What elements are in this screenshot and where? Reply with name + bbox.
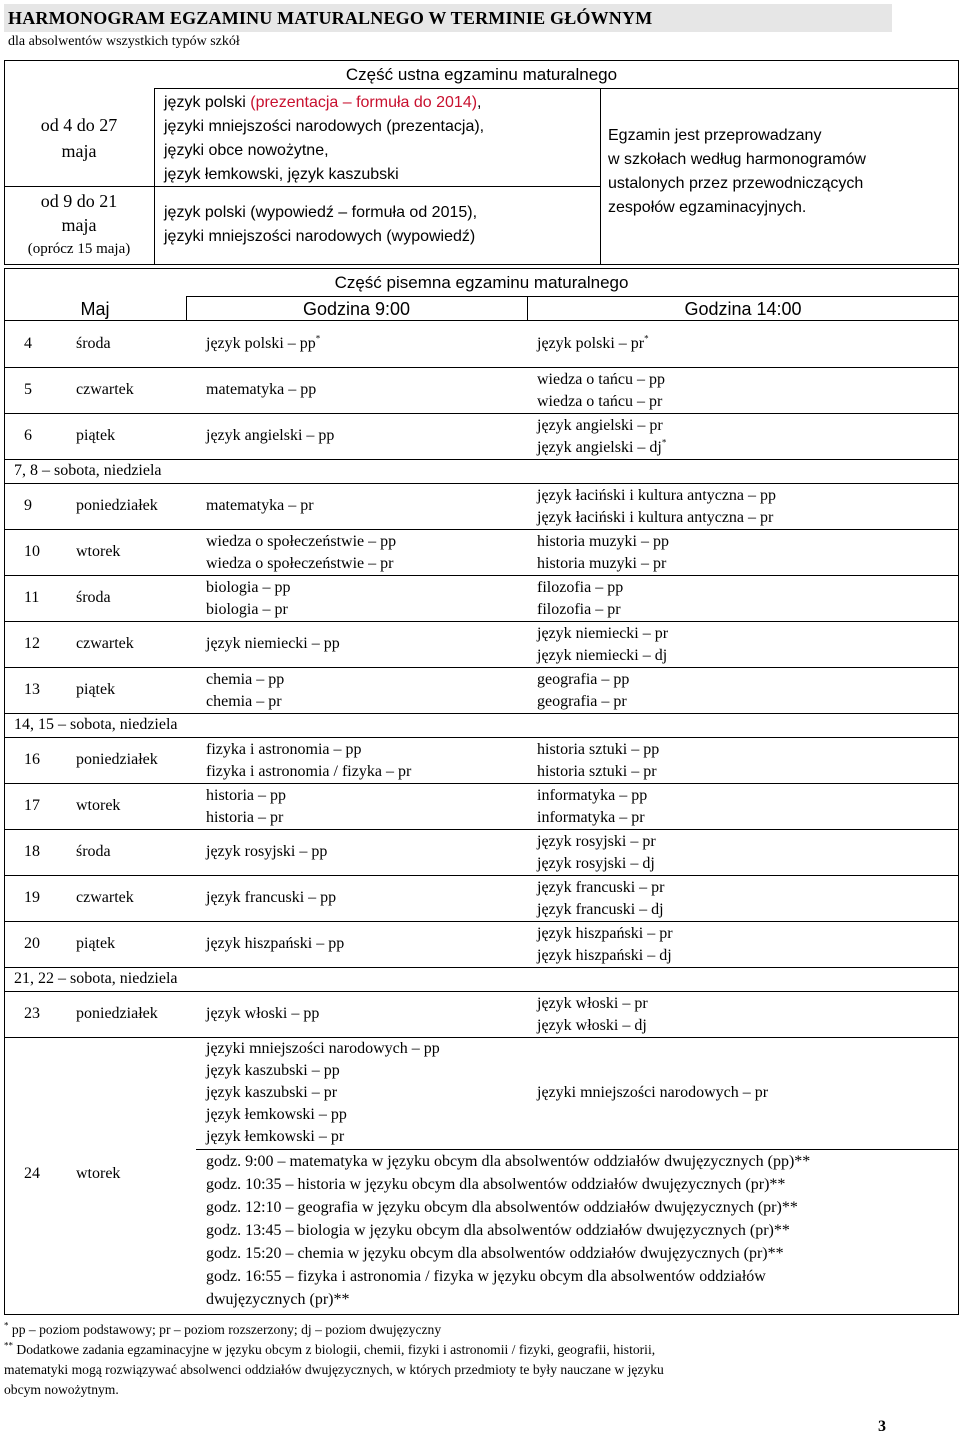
footnote-2: ** Dodatkowe zadania egzaminacyjne w języku obcym z biologii, chemii, fizyki i astronomii / fizyki, geografii, historii, [4,1340,656,1357]
footnote-1: * pp – poziom podstawowy; pr – poziom rozszerzony; dj – poziom dwujęzyczny [4,1320,442,1337]
page-title: HARMONOGRAM EGZAMINU MATURALNEGO W TERMINIE GŁÓWNYM [8,8,653,28]
weekend-row: 7, 8 – sobota, niedziela [14,462,162,479]
col-month: Maj [80,299,110,319]
written-heading: Część pisemna egzaminu maturalnego [334,273,629,292]
col-14: Godzina 14:00 [684,299,802,319]
page-subtitle: dla absolwentów wszystkich typów szkół [8,34,240,49]
page-number: 3 [878,1418,886,1435]
oral-heading: Część ustna egzaminu maturalnego [345,65,618,84]
col-9: Godzina 9:00 [302,299,411,319]
weekend-row: 14, 15 – sobota, niedziela [14,716,178,733]
weekend-row: 21, 22 – sobota, niedziela [14,970,178,987]
